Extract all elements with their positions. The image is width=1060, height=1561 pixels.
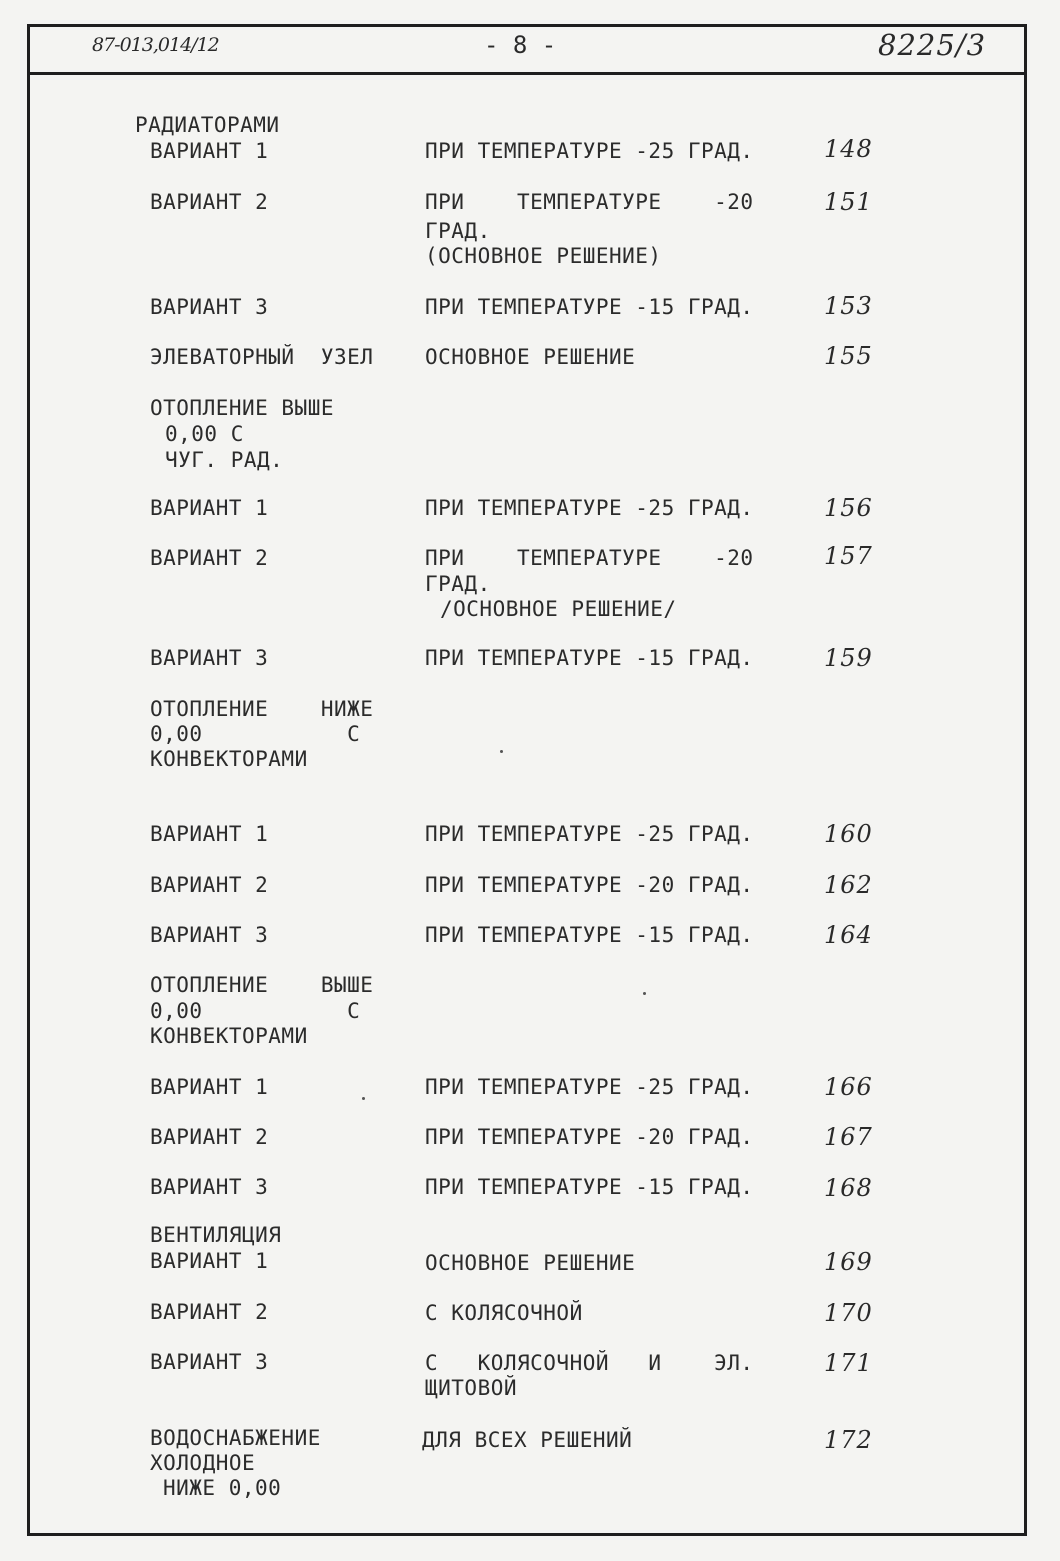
entry-desc: ПРИ ТЕМПЕРАТУРЕ -25 ГРАД. <box>425 822 754 846</box>
entry-label: ВАРИАНТ 3 <box>150 1175 269 1199</box>
section-heading: ОТОПЛЕНИЕ ВЫШЕ <box>150 396 335 420</box>
entry-page: 153 <box>824 292 873 320</box>
section-heading: РАДИАТОРАМИ <box>135 113 280 137</box>
entry-desc-line2: ЩИТОВОЙ <box>425 1376 518 1400</box>
section-heading: ОТОПЛЕНИЕ НИЖЕ <box>150 697 374 721</box>
section-heading-line3: КОНВЕКТОРАМИ <box>150 1024 308 1048</box>
entry-label: ВАРИАНТ 2 <box>150 546 269 570</box>
entry-page: 171 <box>824 1349 873 1377</box>
entry-desc: ПРИ ТЕМПЕРАТУРЕ -25 ГРАД. <box>425 1075 754 1099</box>
entry-desc: ОСНОВНОЕ РЕШЕНИЕ <box>425 345 636 369</box>
doc-code: 87-013,014/12 <box>92 34 219 56</box>
entry-page: 169 <box>824 1248 873 1276</box>
entry-desc: ПРИ ТЕМПЕРАТУРЕ -20 <box>425 546 754 570</box>
section-heading: ОТОПЛЕНИЕ ВЫШЕ <box>150 973 374 997</box>
header-divider <box>27 72 1027 75</box>
scan-speck <box>643 992 646 995</box>
scan-speck <box>500 750 503 753</box>
entry-desc: ПРИ ТЕМПЕРАТУРЕ -15 ГРАД. <box>425 295 754 319</box>
entry-page: 155 <box>824 342 873 370</box>
entry-desc: ПРИ ТЕМПЕРАТУРЕ -15 ГРАД. <box>425 923 754 947</box>
entry-page: 166 <box>824 1073 873 1101</box>
entry-label: ВАРИАНТ 1 <box>150 496 269 520</box>
entry-desc: ДЛЯ ВСЕХ РЕШЕНИЙ <box>422 1428 633 1452</box>
entry-label: ВАРИАНТ 3 <box>150 923 269 947</box>
entry-label: ВАРИАНТ 2 <box>150 1125 269 1149</box>
entry-label: ВАРИАНТ 1 <box>150 822 269 846</box>
section-heading-line2: ХОЛОДНОЕ <box>150 1451 256 1475</box>
entry-page: 167 <box>824 1123 873 1151</box>
section-heading-line3: НИЖЕ 0,00 <box>163 1476 282 1500</box>
entry-label: ВАРИАНТ 1 <box>150 1249 269 1273</box>
section-heading: ВЕНТИЛЯЦИЯ <box>150 1223 282 1247</box>
entry-desc: С КОЛЯСОЧНОЙ И ЭЛ. <box>425 1351 754 1375</box>
entry-page: 164 <box>824 921 873 949</box>
entry-label: ЭЛЕВАТОРНЫЙ УЗЕЛ <box>150 345 374 369</box>
section-heading: ВОДОСНАБЖЕНИЕ <box>150 1426 321 1450</box>
entry-page: 157 <box>824 542 873 570</box>
entry-desc: ПРИ ТЕМПЕРАТУРЕ -20 ГРАД. <box>425 1125 754 1149</box>
entry-label: ВАРИАНТ 3 <box>150 1350 269 1374</box>
entry-page: 156 <box>824 494 873 522</box>
entry-label: ВАРИАНТ 3 <box>150 295 269 319</box>
entry-label: ВАРИАНТ 2 <box>150 873 269 897</box>
entry-desc-line3: (ОСНОВНОЕ РЕШЕНИЕ) <box>425 244 662 268</box>
entry-label: ВАРИАНТ 2 <box>150 190 269 214</box>
entry-desc-line2: ГРАД. <box>425 572 491 596</box>
section-heading-line2: 0,00 С <box>150 999 361 1023</box>
entry-label: ВАРИАНТ 3 <box>150 646 269 670</box>
entry-desc: ПРИ ТЕМПЕРАТУРЕ -20 ГРАД. <box>425 873 754 897</box>
entry-page: 170 <box>824 1299 873 1327</box>
entry-desc: ПРИ ТЕМПЕРАТУРЕ -15 ГРАД. <box>425 646 754 670</box>
entry-desc: ПРИ ТЕМПЕРАТУРЕ -15 ГРАД. <box>425 1175 754 1199</box>
entry-desc: ПРИ ТЕМПЕРАТУРЕ -25 ГРАД. <box>425 139 754 163</box>
section-heading-line2: 0,00 С <box>165 422 244 446</box>
entry-desc: ПРИ ТЕМПЕРАТУРЕ -20 <box>425 190 754 214</box>
scan-speck <box>362 1097 365 1100</box>
entry-page: 159 <box>824 644 873 672</box>
entry-label: ВАРИАНТ 1 <box>150 139 269 163</box>
entry-desc: С КОЛЯСОЧНОЙ <box>425 1301 583 1325</box>
section-heading-line3: ЧУГ. РАД. <box>165 448 284 472</box>
section-heading-line3: КОНВЕКТОРАМИ <box>150 747 308 771</box>
page-number: - 8 - <box>484 31 557 59</box>
entry-page: 148 <box>824 135 873 163</box>
entry-page: 162 <box>824 871 873 899</box>
entry-desc: ПРИ ТЕМПЕРАТУРЕ -25 ГРАД. <box>425 496 754 520</box>
archive-number: 8225/3 <box>878 28 987 62</box>
entry-label: ВАРИАНТ 1 <box>150 1075 269 1099</box>
entry-desc: ОСНОВНОЕ РЕШЕНИЕ <box>425 1251 636 1275</box>
entry-desc-line3: /ОСНОВНОЕ РЕШЕНИЕ/ <box>440 597 677 621</box>
entry-label: ВАРИАНТ 2 <box>150 1300 269 1324</box>
section-heading-line2: 0,00 С <box>150 722 361 746</box>
entry-page: 151 <box>824 188 873 216</box>
entry-page: 160 <box>824 820 873 848</box>
entry-page: 172 <box>824 1426 873 1454</box>
entry-page: 168 <box>824 1174 873 1202</box>
entry-desc-line2: ГРАД. <box>425 219 491 243</box>
